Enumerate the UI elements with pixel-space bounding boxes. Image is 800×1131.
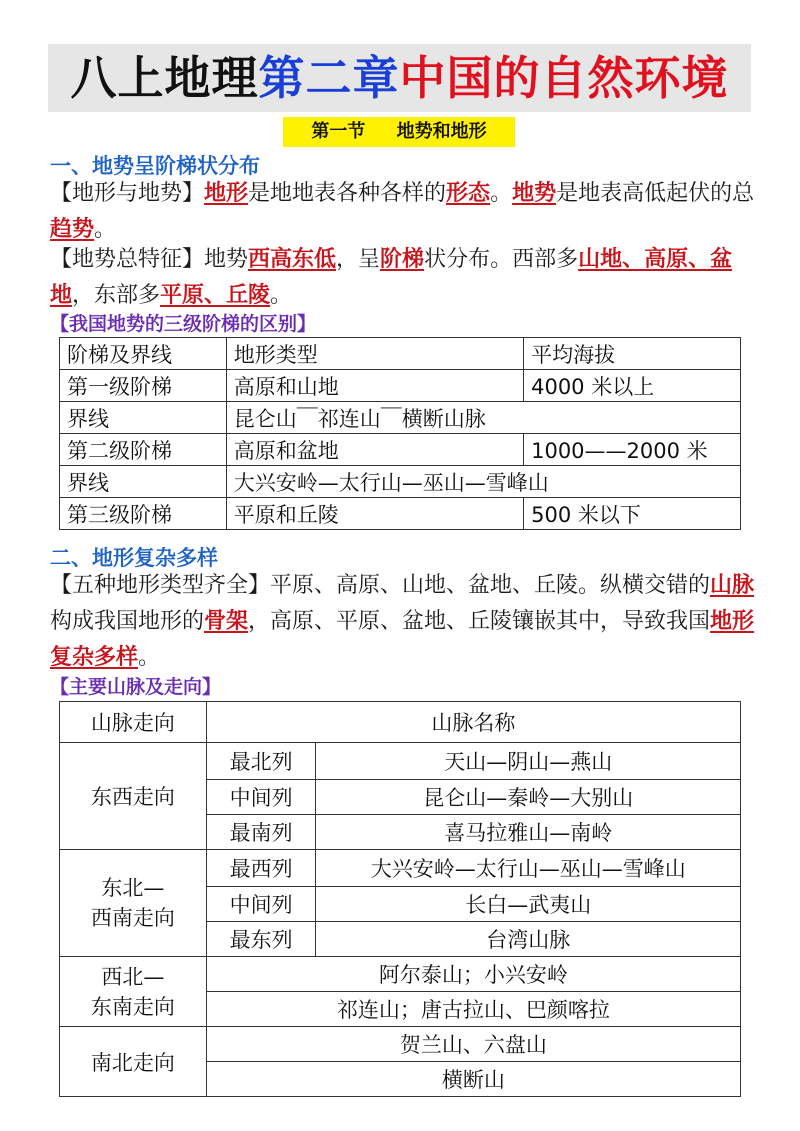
keyword: 西高东低 bbox=[248, 247, 337, 272]
table-cell: 长白—武夷山 bbox=[316, 887, 741, 922]
table-cell: 高原和盆地 bbox=[226, 434, 523, 466]
table-row bbox=[60, 402, 741, 434]
subheading-mountains: 【主要山脉及走向】 bbox=[50, 676, 222, 698]
para-text: 。 bbox=[94, 217, 117, 242]
direction-line: 东南走向 bbox=[90, 994, 175, 1019]
table-cell: 第三级阶梯 bbox=[60, 498, 227, 530]
para-text: ，东部多 bbox=[72, 283, 161, 308]
para-text: 是地表高低起伏的总 bbox=[556, 181, 755, 206]
direction-line: 西南走向 bbox=[90, 906, 175, 930]
keyword: 平原、丘陵 bbox=[160, 283, 271, 308]
para-text: 【地形与地势】 bbox=[50, 181, 205, 206]
title-subject: 八上地理 bbox=[70, 51, 259, 105]
table-cell: 第二级阶梯 bbox=[60, 434, 227, 466]
keyword: 地形 bbox=[204, 181, 249, 206]
direction-line: 东北— bbox=[101, 876, 165, 900]
table-cell: 横断山 bbox=[206, 1062, 740, 1097]
table-cell: 界线 bbox=[60, 402, 227, 434]
table-cell: 台湾山脉 bbox=[316, 922, 741, 957]
keyword: 阶梯 bbox=[380, 247, 425, 272]
paragraph-landform-terrain bbox=[50, 176, 755, 248]
table-row bbox=[60, 498, 741, 530]
table-cell: 高原和山地 bbox=[226, 370, 523, 402]
subheading-steps: 【我国地势的三级阶梯的区别】 bbox=[50, 313, 317, 335]
para-text: 是地地表各种各样的 bbox=[248, 181, 447, 206]
para-text: 状分布。西部多 bbox=[424, 247, 579, 272]
title-chapter: 第二章 bbox=[258, 51, 400, 105]
table-cell: 界线 bbox=[60, 466, 227, 498]
table-cell: 最北列 bbox=[206, 743, 316, 780]
para-text: 。 bbox=[270, 283, 293, 308]
title-topic: 中国的自然环境 bbox=[399, 51, 729, 105]
table-cell: 阿尔泰山；小兴安岭 bbox=[206, 957, 740, 992]
para-text: ，呈 bbox=[336, 247, 381, 272]
table-cell: 大兴安岭—太行山—巫山—雪峰山 bbox=[226, 466, 740, 498]
table-cell bbox=[60, 850, 207, 957]
keyword: 形态 bbox=[446, 181, 491, 206]
table-cell: 天山—阴山—燕山 bbox=[316, 743, 741, 780]
steps-table bbox=[59, 337, 741, 530]
table-cell: 1000——2000 米 bbox=[524, 434, 741, 466]
table-cell: 东西走向 bbox=[60, 743, 207, 850]
table-cell: 中间列 bbox=[206, 780, 316, 815]
table-cell: 贺兰山、六盘山 bbox=[206, 1027, 740, 1062]
section-heading-1: 一、地势呈阶梯状分布 bbox=[50, 154, 260, 178]
keyword: 趋势 bbox=[50, 217, 95, 242]
table-row bbox=[60, 1027, 741, 1062]
table-header-row bbox=[60, 338, 741, 370]
paragraph-terrain-features bbox=[50, 242, 755, 314]
para-text: 【地势总特征】地势 bbox=[50, 247, 249, 272]
table-row bbox=[60, 466, 741, 498]
para-text: 。 bbox=[138, 645, 161, 670]
table-cell: 中间列 bbox=[206, 887, 316, 922]
table-row bbox=[60, 743, 741, 780]
table-cell: 祁连山；唐古拉山、巴颜喀拉 bbox=[206, 992, 740, 1027]
para-text: 构成我国地形的 bbox=[50, 609, 205, 634]
table-cell: 4000 米以上 bbox=[524, 370, 741, 402]
keyword: 骨架 bbox=[204, 609, 249, 634]
table-cell: 南北走向 bbox=[60, 1027, 207, 1097]
table-cell: 最西列 bbox=[206, 850, 316, 887]
table-cell: 喜马拉雅山—南岭 bbox=[316, 815, 741, 850]
page-title bbox=[48, 44, 751, 112]
table-header-cell: 平均海拔 bbox=[524, 338, 741, 370]
section-heading-2: 二、地形复杂多样 bbox=[50, 546, 218, 570]
mountains-table bbox=[59, 701, 741, 1097]
direction-line: 西北— bbox=[101, 964, 165, 989]
table-header-row bbox=[60, 702, 741, 743]
table-cell: 500 米以下 bbox=[524, 498, 741, 530]
keyword: 地势 bbox=[512, 181, 557, 206]
table-cell: 平原和丘陵 bbox=[226, 498, 523, 530]
keyword: 山脉 bbox=[710, 573, 755, 598]
paragraph-landform-types bbox=[50, 568, 755, 676]
table-row bbox=[60, 957, 741, 992]
table-cell: 最东列 bbox=[206, 922, 316, 957]
para-text: ，高原、平原、盆地、丘陵镶嵌其中，导致我国 bbox=[248, 609, 711, 634]
table-cell: 大兴安岭—太行山—巫山—雪峰山 bbox=[316, 850, 741, 887]
table-cell: 昆仑山￣祁连山￣横断山脉 bbox=[226, 402, 740, 434]
section-banner: 第一节 地势和地形 bbox=[283, 117, 515, 147]
table-header-cell: 阶梯及界线 bbox=[60, 338, 227, 370]
table-cell: 昆仑山—秦岭—大别山 bbox=[316, 780, 741, 815]
para-text: 。 bbox=[490, 181, 513, 206]
table-row bbox=[60, 850, 741, 887]
table-cell: 第一级阶梯 bbox=[60, 370, 227, 402]
table-cell: 最南列 bbox=[206, 815, 316, 850]
table-header-cell: 山脉名称 bbox=[206, 702, 740, 743]
para-text: 【五种地形类型齐全】平原、高原、山地、盆地、丘陵。纵横交错的 bbox=[50, 573, 711, 598]
keyword: 地形复杂多样 bbox=[50, 609, 755, 670]
keyword: 山地、高原、盆地 bbox=[50, 247, 733, 308]
table-header-cell: 地形类型 bbox=[226, 338, 523, 370]
table-cell bbox=[60, 957, 207, 1027]
table-header-cell: 山脉走向 bbox=[60, 702, 207, 743]
table-row bbox=[60, 370, 741, 402]
table-row bbox=[60, 434, 741, 466]
